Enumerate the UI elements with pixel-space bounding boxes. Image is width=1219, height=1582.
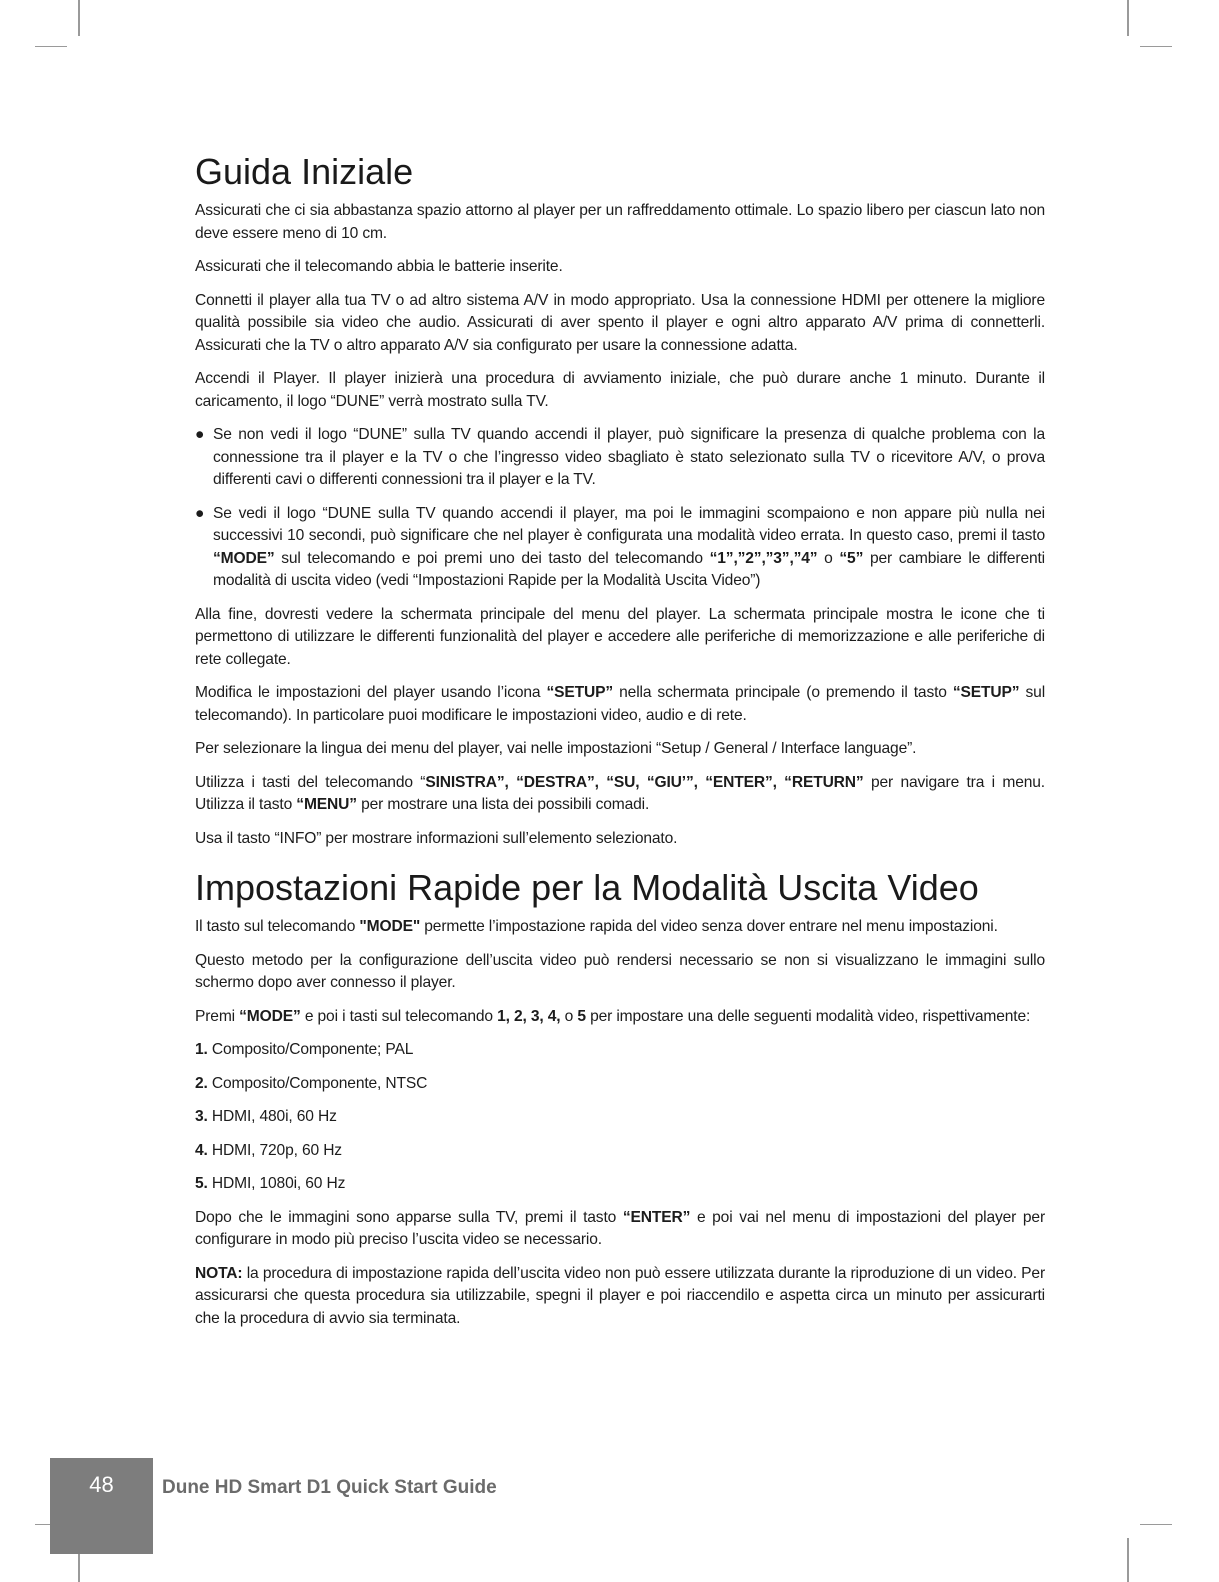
mode-text: Composito/Componente, NTSC — [207, 1074, 428, 1092]
page-number: 48 — [89, 1472, 114, 1497]
text: o — [560, 1007, 578, 1025]
text: Utilizza i tasti del telecomando “ — [195, 773, 426, 791]
paragraph: Questo metodo per la configurazione dell’uscita video può rendersi necessario se non si visualizzano le immagini sullo schermo dopo aver connesso il player. — [195, 951, 1045, 991]
section-title-impostazioni-rapide: Impostazioni Rapide per la Modalità Uscita Video — [195, 867, 979, 908]
paragraph: Per selezionare la lingua dei menu del player, vai nelle impostazioni “Setup / General / Interface language”. — [195, 740, 917, 757]
note-paragraph — [195, 1263, 1045, 1331]
paragraph: Accendi il Player. Il player inizierà una procedura di avviamento iniziale, che può durare anche 1 minuto. Durante il caricamento, il logo “DUNE” verrà mostrato sulla TV. — [195, 370, 1045, 410]
note-text: la procedura di impostazione rapida dell’uscita video non può essere utilizzata durante la riproduzione di un video. Per assicurarsi che questa procedura sia utilizzabile, spegni il player e poi riaccendilo e aspetta circa un minuto per assicurarti che la procedura di avvio sia terminata. — [195, 1264, 1045, 1327]
key-numbers: 1, 2, 3, 4, — [497, 1007, 561, 1025]
crop-mark — [1127, 1538, 1129, 1582]
paragraph: Alla fine, dovresti vedere la schermata principale del menu del player. La schermata principale mostra le icone che ti permettono di utilizzare le differenti funzionalità del player e accedere alle periferiche di memorizzazione e alle periferiche di rete collegate. — [195, 605, 1045, 668]
crop-mark — [35, 46, 67, 47]
bullet-text: sul telecomando e poi premi uno dei tasto del telecomando — [274, 549, 710, 567]
text: per mostrare una lista dei possibili comadi. — [356, 796, 650, 813]
mode-number: 1. — [195, 1041, 208, 1058]
bullet-text: Se non vedi il logo “DUNE” sulla TV quando accendi il player, può significare la presenza di qualche problema con la connessione tra il player e la TV o che l’ingresso video sbagliato è stato selezionato sulla TV o ricevitore A/V, o prova differenti cavi o differenti connessioni tra il player e la TV. — [213, 426, 1045, 488]
mode-text: HDMI, 720p, 60 Hz — [207, 1141, 342, 1159]
key-mode: “MODE” — [239, 1007, 301, 1025]
mode-text: HDMI, 1080i, 60 Hz — [207, 1175, 346, 1192]
mode-number: 2. — [195, 1074, 208, 1092]
text: e poi vai nel menu di impostazioni del player per configurare in modo più preciso l’uscita video se necessario. — [195, 1208, 1046, 1248]
bullet-text: o — [817, 549, 840, 567]
paragraph — [195, 916, 1045, 939]
paragraph: Assicurati che il telecomando abbia le batterie inserite. — [195, 258, 563, 275]
mode-number: 4. — [195, 1141, 208, 1159]
key-mode: “MODE” — [213, 549, 275, 567]
text: per impostare una delle seguenti modalità video, rispettivamente: — [585, 1007, 1031, 1025]
paragraph: Usa il tasto “INFO” per mostrare informazioni sull’elemento selezionato. — [195, 829, 678, 847]
mode-number: 3. — [195, 1108, 208, 1125]
key-mode: "MODE" — [359, 918, 421, 935]
text: Modifica le impostazioni del player usando l’icona — [195, 684, 547, 701]
text: per navigare tra i menu. Utilizza il tasto — [195, 773, 1045, 813]
mode-list-item — [195, 1106, 1045, 1129]
bullet-item — [195, 503, 1045, 593]
bullet-icon: ● — [195, 504, 205, 522]
crop-mark — [1140, 46, 1172, 47]
mode-list-item — [195, 1173, 1045, 1196]
text: Dopo che le immagini sono apparse sulla TV, premi il tasto — [195, 1208, 623, 1226]
mode-list-item — [195, 1039, 1045, 1062]
mode-list-item — [195, 1073, 1045, 1096]
note-label: NOTA: — [195, 1264, 243, 1282]
key-navigation: SINISTRA”, “DESTRA”, “SU, “GIU’”, “ENTER”, “RETURN” — [425, 773, 864, 791]
text: Il tasto sul telecomando — [195, 918, 360, 935]
paragraph: Connetti il player alla tua TV o ad altro sistema A/V in modo appropriato. Usa la connessione HDMI per ottenere la migliore qualità possibile sia video che audio. Assicurati di aver spento il player e ogni altro apparato A/V prima di connetterli. Assicurati che la TV o altro apparato A/V sia configurato per usare la connessione adatta. — [195, 291, 1045, 354]
key-enter: “ENTER” — [622, 1208, 691, 1226]
key-setup: “SETUP” — [952, 684, 1020, 701]
crop-mark — [1140, 1524, 1172, 1525]
key-five: “5” — [839, 549, 864, 567]
text: Premi — [195, 1007, 240, 1025]
mode-list-item — [195, 1140, 1045, 1163]
paragraph — [195, 682, 1045, 727]
bullet-text: Se vedi il logo “DUNE sulla TV quando accendi il player, ma poi le immagini scompaiono e non appare più nulla nei successivi 10 secondi, può significare che nel player è configurata una modalità video errata. In questo caso, premi il tasto — [213, 504, 1045, 544]
mode-number: 5. — [195, 1175, 208, 1192]
bullet-item — [195, 424, 1045, 492]
text: nella schermata principale (o premendo il tasto — [613, 684, 953, 701]
page-content — [195, 150, 1045, 1341]
crop-mark — [78, 0, 80, 36]
key-menu: “MENU” — [296, 796, 357, 813]
paragraph — [195, 1207, 1045, 1252]
bullet-text: per cambiare le differenti modalità di uscita video (vedi “Impostazioni Rapide per la Modalità Uscita Video”) — [213, 549, 1045, 589]
paragraph — [195, 1006, 1045, 1029]
mode-text: HDMI, 480i, 60 Hz — [207, 1108, 337, 1125]
footer-title: Dune HD Smart D1 Quick Start Guide — [162, 1477, 497, 1498]
text: e poi i tasti sul telecomando — [300, 1007, 498, 1025]
crop-mark — [1127, 0, 1129, 36]
key-five: 5 — [577, 1007, 586, 1025]
mode-text: Composito/Componente; PAL — [207, 1041, 414, 1058]
paragraph: Assicurati che ci sia abbastanza spazio attorno al player per un raffreddamento ottimale. Lo spazio libero per ciascun lato non deve essere meno di 10 cm. — [195, 202, 1045, 242]
text: sul telecomando). In particolare puoi modificare le impostazioni video, audio e di rete. — [195, 684, 1046, 724]
section-title-guida-iniziale: Guida Iniziale — [195, 151, 414, 192]
paragraph — [195, 772, 1045, 817]
key-setup: “SETUP” — [546, 684, 614, 701]
bullet-icon: ● — [195, 426, 205, 443]
text: permette l’impostazione rapida del video senza dover entrare nel menu impostazioni. — [420, 918, 998, 935]
key-numbers: “1”,”2”,”3”,”4” — [709, 549, 818, 567]
